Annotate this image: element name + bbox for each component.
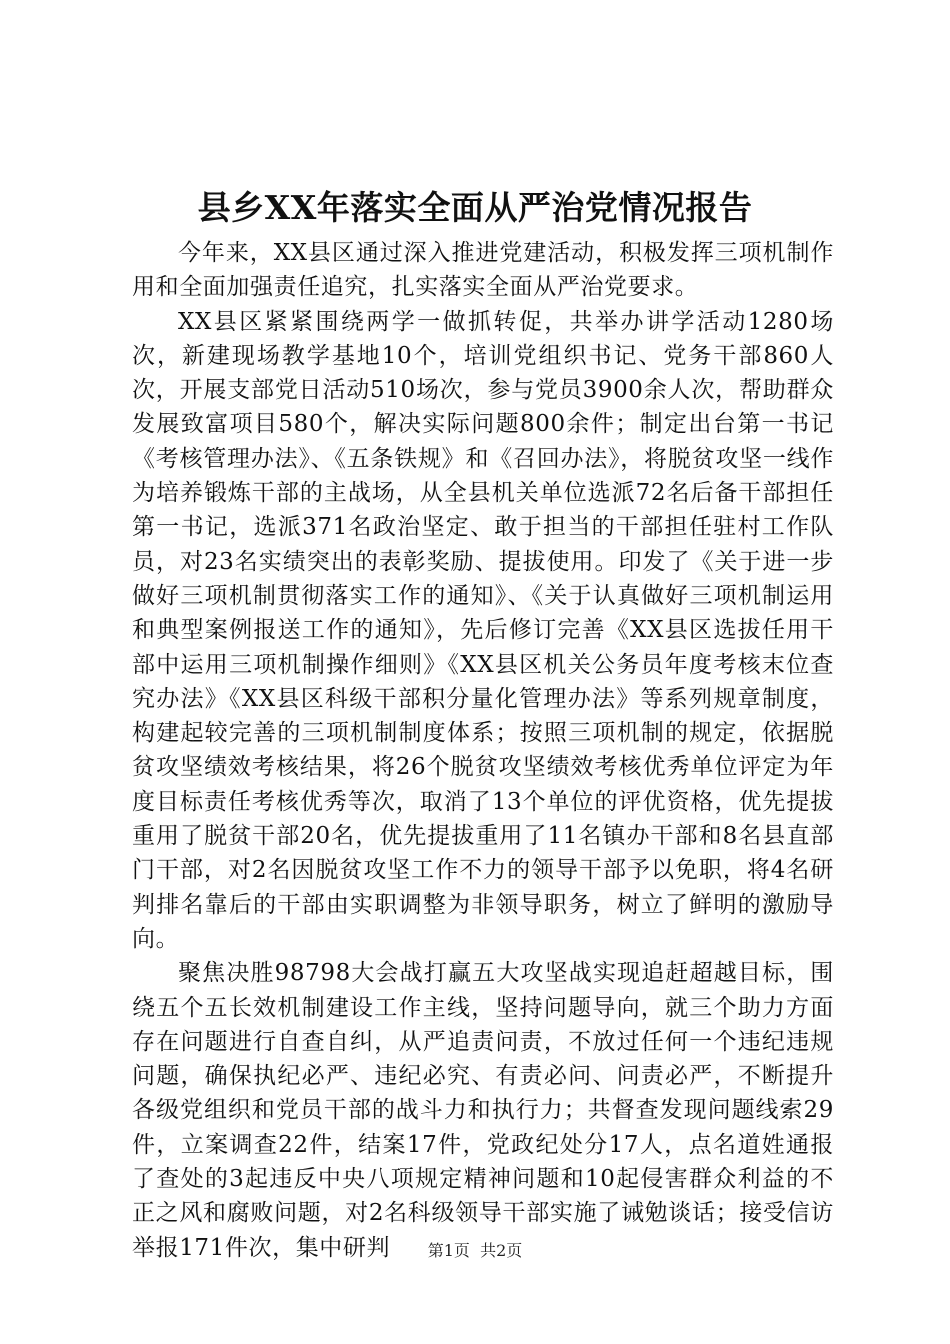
paragraph-intro: 今年来，XX县区通过深入推进党建活动，积极发挥三项机制作用和全面加强责任追究，扎实落实全面从严治党要求。 xyxy=(132,240,834,301)
document-body xyxy=(132,236,834,1265)
paragraph-accountability: 聚焦决胜98798大会战打赢五大攻坚战实现追赶超越目标，围绕五个五长效机制建设工作主线，坚持问题导向，就三个助力方面存在问题进行自查自纠，从严追责问责，不放过任何一个违纪违规问题，确保执纪必严、违纪必究、有责必问、问责必严，不断提升各级党组织和党员干部的战斗力和执行力；共督查发现问题线索29件，立案调查22件，结案17件，党政纪处分17人，点名道姓通报了查处的3起违反中央八项规定精神问题和10起侵害群众利益的不正之风和腐败问题，对2名科级领导干部实施了诫勉谈话；接受信访举报171件次，集中研判 xyxy=(132,960,834,1261)
page-footer: 第1页 共2页 xyxy=(427,1241,523,1260)
document-title: 县乡XX年落实全面从严治党情况报告 xyxy=(197,188,753,227)
paragraph-party-building: XX县区紧紧围绕两学一做抓转促，共举办讲学活动1280场次，新建现场教学基地10个，培训党组织书记、党务干部860人次，开展支部党日活动510场次，参与党员3900余人次，帮助群众发展致富项目580个，解决实际问题800余件；制定出台第一书记《考核管理办法》、《五条铁规》和《召回办法》，将脱贫攻坚一线作为培养锻炼干部的主战场，从全县机关单位选派72名后备干部担任第一书记，选派371名政治坚定、敢于担当的干部担任驻村工作队员，对23名实绩突出的表彰奖励、提拔使用。印发了《关于进一步做好三项机制贯彻落实工作的通知》、《关于认真做好三项机制运用和典型案例报送工作的通知》，先后修订完善《XX县区选拔任用干部中运用三项机制操作细则》《XX县区机关公务员年度考核末位查究办法》《XX县区科级干部积分量化管理办法》等系列规章制度，构建起较完善的三项机制制度体系；按照三项机制的规定，依据脱贫攻坚绩效考核结果，将26个脱贫攻坚绩效考核优秀单位评定为年度目标责任考核优秀等次，取消了13个单位的评优资格，优先提拔重用了脱贫干部20名，优先提拔重用了11名镇办干部和8名县直部门干部，对2名因脱贫攻坚工作不力的领导干部予以免职，将4名研判排名靠后的干部由实职调整为非领导职务，树立了鲜明的激励导向。 xyxy=(132,308,834,952)
